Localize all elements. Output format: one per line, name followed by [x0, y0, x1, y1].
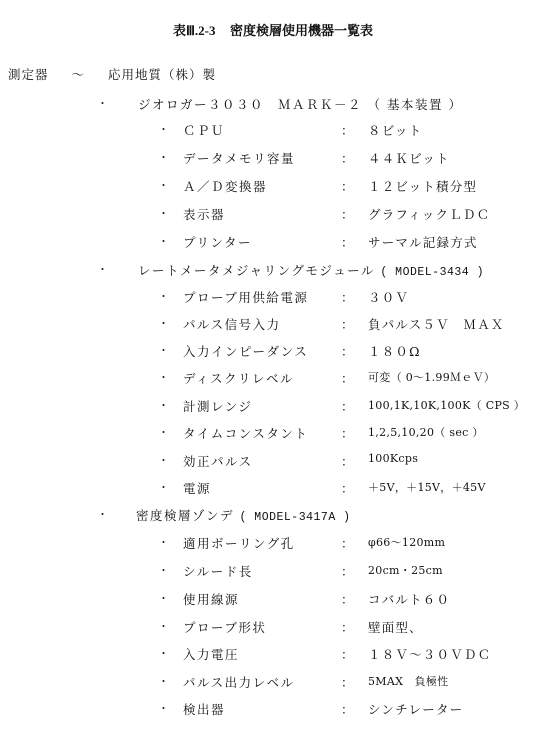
row-bullet: ・ [158, 675, 169, 688]
row-bullet: ・ [158, 454, 169, 467]
spec-value: シンチレーター [368, 702, 464, 717]
row-bullet: ・ [158, 564, 169, 577]
spec-row [0, 121, 546, 141]
spec-row [0, 342, 546, 362]
spec-label: 検出器 [183, 702, 226, 717]
spec-label: パルス信号入力 [183, 317, 281, 332]
row-bullet: ・ [158, 481, 169, 494]
spec-label: 効正パルス [183, 454, 253, 469]
row-bullet: ・ [158, 317, 169, 330]
spec-value: 20cm・25cm [368, 564, 443, 577]
spec-label: プローブ用供給電源 [183, 290, 309, 305]
spec-colon: ： [341, 620, 354, 635]
spec-label: 入力インピーダンス [183, 344, 309, 359]
spec-value: 100,1K,10K,100K（ CPS ） [368, 399, 526, 412]
spec-row [0, 233, 546, 253]
table-title [0, 20, 546, 39]
spec-label: シルード長 [183, 564, 253, 579]
spec-colon: ： [341, 344, 354, 359]
spec-colon: ： [341, 481, 354, 496]
row-bullet: ・ [158, 235, 169, 248]
spec-row [0, 205, 546, 225]
row-bullet: ・ [158, 536, 169, 549]
section-bullet: ・ [97, 97, 108, 110]
row-bullet: ・ [158, 371, 169, 384]
spec-colon: ： [341, 371, 354, 386]
section-heading [138, 95, 462, 113]
maker-label: 測定器 [8, 67, 49, 82]
spec-colon: ： [341, 235, 354, 250]
spec-value: １２ビット積分型 [368, 179, 478, 194]
spec-value: 負パルス５Ｖ ＭＡＸ [368, 317, 505, 332]
spec-value: グラフィックＬＤＣ [368, 207, 491, 222]
section-name: ジオロガー３０３０ ＭＡＲＫ－２ [138, 97, 363, 112]
spec-value: ３０Ｖ [368, 290, 410, 305]
section-model: ( MODEL-3434 ) [380, 266, 484, 279]
table-number: 表Ⅲ.2-3 [172, 23, 216, 38]
row-bullet: ・ [158, 179, 169, 192]
spec-label: ディスクリレベル [183, 371, 295, 386]
spec-label: データメモリ容量 [183, 151, 296, 166]
spec-row [0, 288, 546, 308]
spec-colon: ： [341, 675, 354, 690]
spec-colon: ： [341, 702, 354, 717]
spec-row [0, 645, 546, 665]
spec-colon: ： [341, 536, 354, 551]
spec-value: 可変（ 0〜1.99ＭｅＶ） [368, 371, 496, 384]
spec-label: 表示器 [183, 207, 226, 222]
spec-colon: ： [341, 151, 354, 166]
spec-colon: ： [341, 207, 354, 222]
row-bullet: ・ [158, 290, 169, 303]
maker-separator: 〜 [71, 67, 86, 82]
spec-label: 電源 [183, 481, 212, 496]
spec-value: 100Kcps [368, 452, 419, 465]
spec-colon: ： [341, 454, 354, 469]
section-heading [138, 261, 484, 279]
spec-row [0, 673, 546, 693]
spec-row [0, 590, 546, 610]
spec-colon: ： [341, 399, 354, 414]
spec-label: タイムコンスタント [183, 426, 309, 441]
spec-colon: ： [341, 592, 354, 607]
spec-label: 計測レンジ [183, 399, 253, 414]
spec-label: ＣＰＵ [183, 123, 226, 138]
spec-label: プローブ形状 [183, 620, 267, 635]
spec-value: φ66〜120mm [368, 536, 446, 549]
maker-name: 応用地質（株）製 [108, 67, 217, 82]
spec-row [0, 700, 546, 720]
spec-label: パルス出力レベル [183, 675, 295, 690]
row-bullet: ・ [158, 151, 169, 164]
maker-line [8, 65, 216, 83]
spec-label: 使用線源 [183, 592, 240, 607]
spec-row [0, 618, 546, 638]
spec-label: プリンター [183, 235, 253, 250]
row-bullet: ・ [158, 426, 169, 439]
spec-row [0, 369, 546, 389]
spec-row [0, 562, 546, 582]
spec-row [0, 479, 546, 499]
spec-colon: ： [341, 564, 354, 579]
row-bullet: ・ [158, 647, 169, 660]
spec-label: 入力電圧 [183, 647, 240, 662]
spec-value: ４４Ｋビット [368, 151, 450, 166]
spec-value: 壁面型、 [368, 620, 423, 635]
spec-value: ＋5V，＋15V，＋45V [368, 481, 486, 494]
spec-label: Ａ／Ｄ変換器 [183, 179, 268, 194]
spec-value: コバルト６０ [368, 592, 451, 607]
spec-value: 1,2,5,10,20（ sec ） [368, 426, 484, 439]
row-bullet: ・ [158, 344, 169, 357]
spec-colon: ： [341, 426, 354, 441]
spec-row [0, 315, 546, 335]
spec-colon: ： [341, 290, 354, 305]
spec-colon: ： [341, 317, 354, 332]
row-bullet: ・ [158, 592, 169, 605]
spec-value: ８ビット [368, 123, 423, 138]
section-name: 密度検層ゾンデ [136, 508, 235, 523]
spec-value: １８Ｖ～３０ＶＤＣ [368, 647, 492, 662]
row-bullet: ・ [158, 399, 169, 412]
spec-label: 適用ボーリング孔 [183, 536, 295, 551]
spec-colon: ： [341, 123, 354, 138]
row-bullet: ・ [158, 207, 169, 220]
section-model: （ 基本装置 ） [367, 97, 463, 112]
section-bullet: ・ [97, 263, 108, 276]
spec-row [0, 452, 546, 472]
table-title-text: 密度検層使用機器一覧表 [230, 24, 374, 39]
row-bullet: ・ [158, 620, 169, 633]
spec-row [0, 149, 546, 169]
spec-row [0, 397, 546, 417]
spec-value: 5MAX 負極性 [368, 675, 449, 688]
spec-row [0, 177, 546, 197]
section-name: レートメータメジャリングモジュール [138, 263, 375, 278]
row-bullet: ・ [158, 123, 169, 136]
section-bullet: ・ [97, 508, 108, 521]
spec-row [0, 534, 546, 554]
spec-colon: ： [341, 647, 354, 662]
spec-row [0, 424, 546, 444]
spec-value: １８０Ω [368, 344, 421, 359]
section-model: ( MODEL-3417A ) [239, 511, 351, 524]
spec-colon: ： [341, 179, 354, 194]
section-heading [136, 506, 351, 524]
row-bullet: ・ [158, 702, 169, 715]
spec-value: サーマル記録方式 [368, 235, 478, 250]
